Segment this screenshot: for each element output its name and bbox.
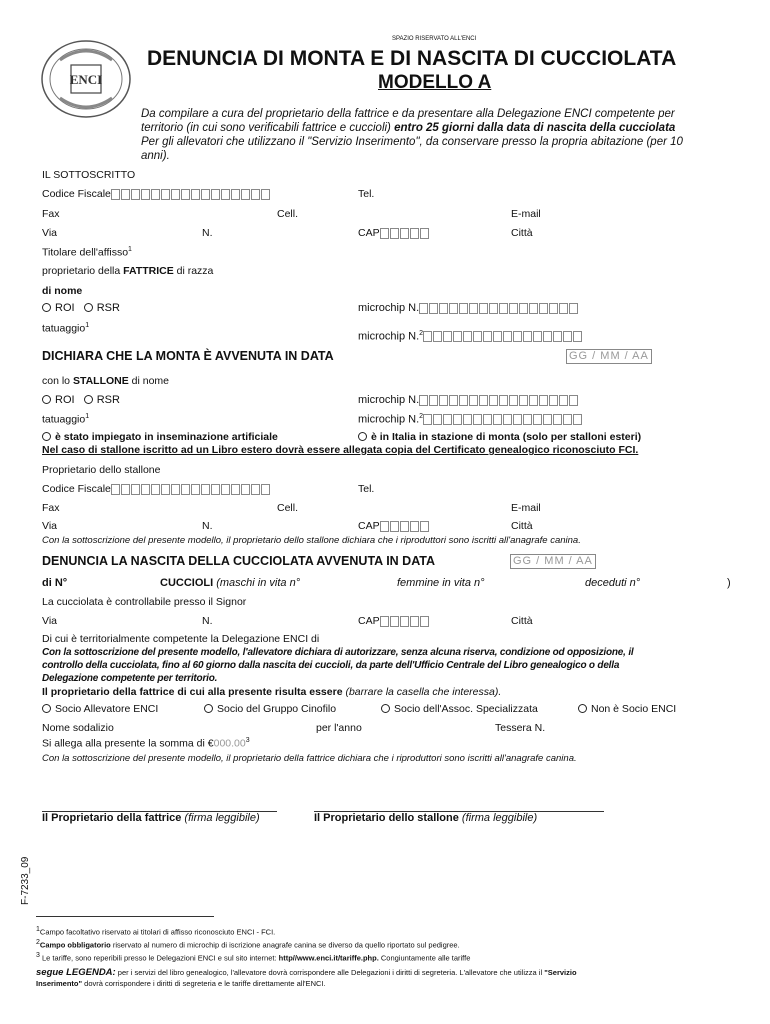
intro-line: territorio (in cui sono verificabili fattrice e cuccioli) entro 25 giorni dalla data di nascita della cucciolata <box>141 122 676 134</box>
stallone-cap-field[interactable]: CAP <box>358 520 430 532</box>
anno-field[interactable]: per l'anno <box>316 722 362 734</box>
footnote-3: $^3$ Le tariffe, sono reperibili presso le Delegazioni ENCI e sul sito internet: http//www.enci.it/tariffe.php. Congiuntamente alle tariffe <box>36 952 471 963</box>
socio-assoc-option[interactable]: Socio dell'Assoc. Specializzata <box>381 703 538 715</box>
stallone-via-field[interactable]: Via <box>42 520 57 532</box>
reserved-label: SPAZIO RISERVATO ALL'ENCI <box>392 36 477 42</box>
fattrice-tatuaggio-field[interactable]: tatuaggio$^1$ <box>42 322 90 335</box>
legenda-line-2: Inserimento" dovrà corrispondere i diritti di segreteria e le tariffe direttamente all'ENCI. <box>36 979 326 988</box>
close-paren: ) <box>727 577 731 589</box>
fattrice-razza-field[interactable]: proprietario della FATTRICE di razza <box>42 265 214 277</box>
legenda-line-1: segue LEGENDA: per i servizi del libro genealogico, l'allevatore dovrà corrispondere alle Delegazioni i diritti di segreteria. L'allevatore che utilizza il "Servizio <box>36 967 577 978</box>
tessera-field[interactable]: Tessera N. <box>495 722 546 734</box>
intro-line: Da compilare a cura del proprietario della fattrice e da presentare alla Delegazione ENCI competente per <box>141 108 675 120</box>
autorizza-line: Con la sottoscrizione del presente modello, l'allevatore dichiara di autorizzare, senza alcuna riserva, condizione od opposizione, il <box>42 647 634 658</box>
stallone-nome-field[interactable]: con lo STALLONE di nome <box>42 375 170 387</box>
stallone-tel-field[interactable]: Tel. <box>358 483 375 495</box>
radio <box>204 704 213 713</box>
stallone-codice-fiscale-field[interactable]: Codice Fiscale <box>42 483 271 495</box>
deceduti-field[interactable]: deceduti n° <box>585 577 641 589</box>
socio-gruppo-option[interactable]: Socio del Gruppo Cinofilo <box>204 703 336 715</box>
controllabile-field[interactable]: La cucciolata è controllabile presso il Signor <box>42 596 247 608</box>
autorizza-line: Delegazione competente per territorio. <box>42 673 218 684</box>
autorizza-line: controllo della cucciolata, fino al 60 giorno dalla nascita dei cuccioli, da parte dell'Ufficio Centrale del Libro genealogico o della <box>42 660 620 671</box>
codice-fiscale-field[interactable]: Codice Fiscale <box>42 188 271 200</box>
socio-allevatore-option[interactable]: Socio Allevatore ENCI <box>42 703 158 715</box>
italia-radio <box>358 432 367 441</box>
roi-radio <box>42 395 51 404</box>
cap-field[interactable]: CAP <box>358 227 430 239</box>
nascita-via-field[interactable]: Via <box>42 615 57 627</box>
fattrice-microchip-field[interactable]: microchip N. <box>358 302 579 314</box>
femmine-field[interactable]: femmine in vita n° <box>397 577 485 589</box>
form-code: F-7233_09 <box>20 856 31 905</box>
inseminazione-option[interactable]: è stato impiegato in inseminazione artificiale <box>42 431 278 443</box>
radio <box>42 704 51 713</box>
cell-field[interactable]: Cell. <box>277 208 299 220</box>
stallone-microchip2-field[interactable]: microchip N.$^2$ <box>358 413 583 426</box>
monta-heading: DICHIARA CHE LA MONTA È AVVENUTA IN DATA <box>42 349 334 363</box>
nascita-n-field[interactable]: N. <box>202 615 213 627</box>
radio <box>381 704 390 713</box>
firma-fattrice-label: Il Proprietario della fattrice (firma leggibile) <box>42 812 260 824</box>
fattrice-microchip2-field[interactable]: microchip N.$^2$ <box>358 330 583 343</box>
intro-line: Per gli allevatori che utilizzano il "Servizio Inserimento", da conservare presso la propria abitazione (per 10 <box>141 136 683 148</box>
section-sottoscritto: IL SOTTOSCRITTO <box>42 169 136 181</box>
footnote-2: $^2$Campo obbligatorio riservato al numero di microchip di iscrizione anagrafe canina se diverso da quello riportato sul pedigree. <box>36 939 460 950</box>
stallone-n-field[interactable]: N. <box>202 520 213 532</box>
somma-field[interactable]: Si allega alla presente la somma di €000.00$^3$ <box>42 737 250 750</box>
svg-text:ENCI: ENCI <box>69 72 103 87</box>
citta-field[interactable]: Città <box>511 227 533 239</box>
nascita-heading: DENUNCIA LA NASCITA DELLA CUCCIOLATA AVVENUTA IN DATA <box>42 554 436 568</box>
footnote-1: $^1$Campo facoltativo riservato ai titolari di affisso riconosciuto ENCI - FCI. <box>36 926 276 937</box>
nascita-citta-field[interactable]: Città <box>511 615 533 627</box>
inseminazione-radio <box>42 432 51 441</box>
footnote-divider <box>36 916 214 917</box>
estero-note: Nel caso di stallone iscritto ad un Libro estero dovrà essere allegata copia del Certificato genealogico riconosciuto FCI. <box>42 444 639 456</box>
radio <box>578 704 587 713</box>
tel-field[interactable]: Tel. <box>358 188 375 200</box>
stallone-registry[interactable]: ROI RSR <box>42 394 120 406</box>
rsr-radio <box>84 395 93 404</box>
codice-fiscale-boxes <box>111 189 271 200</box>
non-socio-option[interactable]: Non è Socio ENCI <box>578 703 676 715</box>
stallone-declaration: Con la sottoscrizione del presente modello, il proprietario dello stallone dichiara che i riproduttori sono iscritti all'anagrafe canina. <box>42 535 581 546</box>
stallone-fax-field[interactable]: Fax <box>42 502 60 514</box>
page-title: DENUNCIA DI MONTA E DI NASCITA DI CUCCIOLATA <box>147 47 677 70</box>
fax-field[interactable]: Fax <box>42 208 60 220</box>
roi-radio <box>42 303 51 312</box>
fattrice-nome-field[interactable]: di nome <box>42 285 83 297</box>
fattrice-declaration: Con la sottoscrizione del presente modello, il proprietario della fattrice dichiara che i riproduttori sono iscritti all'anagrafe canina. <box>42 753 577 764</box>
stallone-tatuaggio-field[interactable]: tatuaggio$^1$ <box>42 413 90 426</box>
stallone-microchip-field[interactable]: microchip N. <box>358 394 579 406</box>
socio-prompt: Il proprietario della fattrice di cui alla presente risulta essere (barrare la casella che interessa). <box>42 686 502 698</box>
enci-logo <box>40 38 132 123</box>
monta-date-input[interactable]: GG / MM / AA <box>566 349 652 364</box>
nascita-date-input[interactable]: GG / MM / AA <box>510 554 596 569</box>
sodalizio-field[interactable]: Nome sodalizio <box>42 722 114 734</box>
cuccioli-count-field[interactable]: di N° <box>42 577 68 589</box>
n-field[interactable]: N. <box>202 227 213 239</box>
stallone-citta-field[interactable]: Città <box>511 520 533 532</box>
fattrice-registry[interactable]: ROI RSR <box>42 302 120 314</box>
firma-stallone-label: Il Proprietario dello stallone (firma leggibile) <box>314 812 538 824</box>
email-field[interactable]: E-mail <box>511 208 541 220</box>
italia-option[interactable]: è in Italia in stazione di monta (solo per stalloni esteri) <box>358 431 641 443</box>
titolare-affisso-field[interactable]: Titolare dell'affisso$^1$ <box>42 246 132 259</box>
delegazione-field[interactable]: Di cui è territorialmente competente la Delegazione ENCI di <box>42 633 320 645</box>
rsr-radio <box>84 303 93 312</box>
stallone-email-field[interactable]: E-mail <box>511 502 541 514</box>
stallone-cell-field[interactable]: Cell. <box>277 502 299 514</box>
page-subtitle: MODELLO A <box>378 72 492 93</box>
prop-stallone-label: Proprietario dello stallone <box>42 464 161 476</box>
nascita-cap-field[interactable]: CAP <box>358 615 430 627</box>
via-field[interactable]: Via <box>42 227 57 239</box>
intro-line: anni). <box>141 150 170 162</box>
maschi-field[interactable]: CUCCIOLI (maschi in vita n° <box>160 577 301 589</box>
